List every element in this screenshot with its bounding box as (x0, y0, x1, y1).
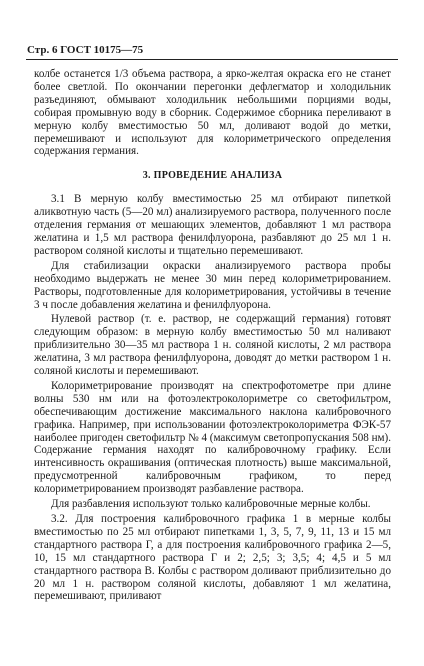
page-header: Стр. 6 ГОСТ 10175—75 (27, 44, 144, 56)
paragraph: 3.1 В мерную колбу вместимостью 25 мл отбирают пипеткой аликвотную часть (5—20 мл) анализируемого раствора, полученного после отделения германия от мешающих элементов, добавляют 1 мл раствора желатина и 1,5 мл раствора фенилфлуорона, разбавляют до 25 мл 1 н. раствором соляной кислоты и тщательно перемешивают. (34, 193, 391, 257)
document-body (34, 68, 391, 605)
paragraph: Нулевой раствор (т. е. раствор, не содержащий германия) готовят следующим образом: в мерную колбу вместимостью 50 мл наливают приблизительно 30—35 мл раствора 1 н. соляной кислоты, 2 мл раствора желатина, 3 мл раствора фенилфлуорона, доводят до метки раствором 1 н. соляной кислоты и перемешивают. (34, 313, 391, 378)
paragraph: Для разбавления используют только калибровочные мерные колбы. (51, 498, 371, 511)
header-divider (26, 59, 398, 60)
paragraph: Для стабилизации окраски анализируемого раствора пробы необходимо выдержать не менее 30 мин перед колориметрированием. Растворы, подготовленные для колориметрирования, устойчивы в течение 3 ч после добавления желатина и фенилфлуорона. (34, 259, 391, 311)
paragraph: колбе останется 1/3 объема раствора, а ярко-желтая окраска его не станет более светлой. По окончании перегонки дефлегматор и холодильник разъединяют, обмывают холодильник небольшими порциями воды, собирая промывную воду в сборник. Содержимое сборника переливают в мерную колбу вместимостью 50 мл, доливают водой до метки, перемешивают и используют для колориметрического определения содержания германия. (34, 68, 391, 158)
section-title: 3. ПРОВЕДЕНИЕ АНАЛИЗА (142, 170, 283, 182)
paragraph: Колориметрирование производят на спектрофотометре при длине волны 530 нм или на фотоэлектроколориметре со светофильтром, обеспечивающим достижение максимального наклона калибровочного графика. Например, при использовании фотоэлектроколориметра ФЭК-57 наиболее пригоден светофильтр № 4 (максимум светопропускания 508 нм). Содержание германия находят по калибровочному графику. Если интенсивность окрашивания (оптическая плотность) выше максимальной, предусмотренной калибровочным графиком, то перед колориметрированием производят разбавление раствора. (34, 379, 391, 496)
paragraph: 3.2. Для построения калибровочного графика 1 в мерные колбы вместимостью по 25 мл отбирают пипетками 1, 3, 5, 7, 9, 11, 13 и 15 мл стандартного раствора Г, а для построения калибровочного графика 2—5, 10, 15 мл стандартного раствора Г и 2; 2,5; 3; 3,5; 4; 4,5 и 5 мл стандартного раствора В. Колбы с раствором доливают приблизительно до 20 мл 1 н. раствором соляной кислоты, добавляют 1 мл желатина, перемешивают, приливают (34, 513, 391, 603)
